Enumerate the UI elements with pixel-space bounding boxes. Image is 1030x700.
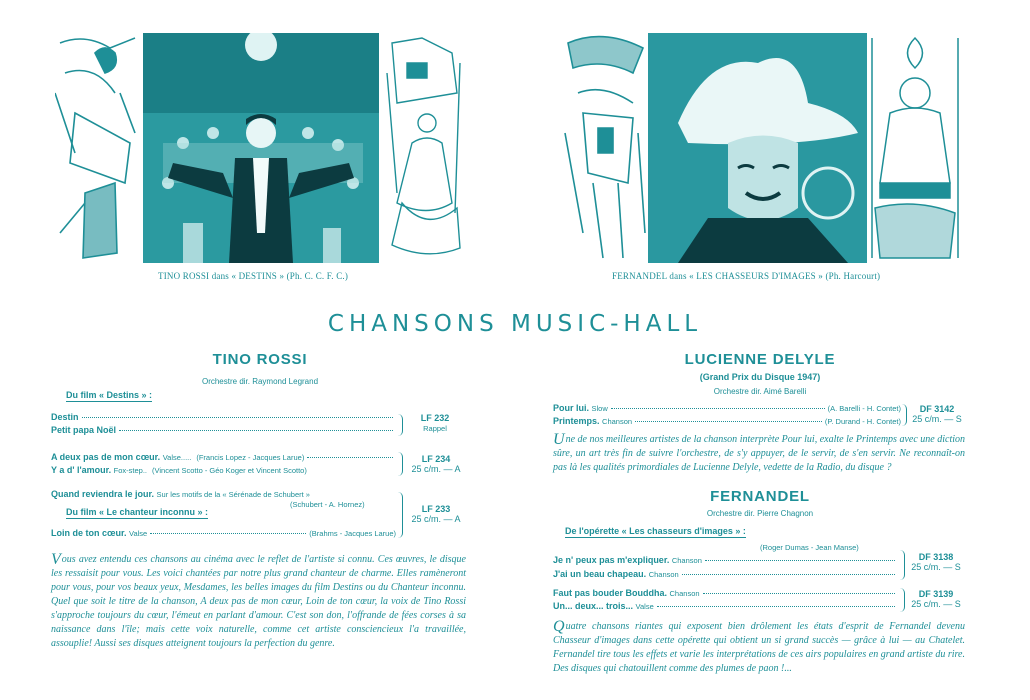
song-row: Y a d' l'amour. Fox-step.. (Vincent Scotto - Géo Koger et Vincent Scotto) xyxy=(51,465,307,475)
song-row: Un... deux... trois... Valse xyxy=(553,601,898,611)
right-illustration-2 xyxy=(870,33,960,263)
catalog-ref-df3139: DF 3139 25 c/m. — S xyxy=(911,589,961,609)
song-credit: (Schubert - A. Hornez) xyxy=(290,500,365,509)
song-row: A deux pas de mon cœur. Valse..... (Francis Lopez - Jacques Larue) xyxy=(51,452,396,462)
right-photo-caption: FERNANDEL dans « LES CHASSEURS D'IMAGES » (Ph. Harcourt) xyxy=(612,271,881,281)
catalog-ref-lf234: LF 234 25 c/m. — A xyxy=(411,454,461,474)
film-label-destins: Du film « Destins » : xyxy=(66,390,153,400)
page-title: CHANSONS MUSIC-HALL xyxy=(327,311,703,337)
tino-rossi-description: Vous avez entendu ces chansons au cinéma avec le reflet de l'artiste si connu. Ces œuvres, le disque les ressaisit pour vous. Les voici chantées par notre plus grand chanteur de charme. Elles ramèneront pour vous, pour vos beaux yeux, Mesdames, les belles images du film Destins ou du Chanteur inconnu. Quel que soit le titre de la chanson, A deux pas de mon cœur, Loin de ton cœur, la voix de Tino Rossi s'approche toujours du cœur, l'émeut en parlant d'amour. C'est son don, l'offrande de fées corses à sa naissance dans l'île; mais cette voix naturelle, comme cet artiste consciencieux l'a travaillée, assouplie! Aussi ses disques atteignent toujours la perfection du genre. xyxy=(51,551,466,649)
song-row: J'ai un beau chapeau. Chanson xyxy=(553,569,898,579)
catalog-ref-df3138: DF 3138 25 c/m. — S xyxy=(911,552,961,572)
film-label-chasseurs-images: De l'opérette « Les chasseurs d'images » : xyxy=(565,526,746,536)
prize-label: (Grand Prix du Disque 1947) xyxy=(699,372,821,382)
lucienne-delyle-description: Une de nos meilleures artistes de la chanson interprète Pour lui, exalte le Printemps avec une diction sûre, un art très fin de suivre l'orchestre, de s'y appuyer, de le servir, de s'en servir. Ne reconnaît-on pas là les qualités primordiales de Lucienne Delyle, vedette de la Radio, du disque ? xyxy=(553,431,965,473)
fernandel-description: Quatre chansons riantes qui exposent bien drôlement les états d'esprit de Fernandel devenu Chasseur d'images dans cette opérette qui obtient un si grand succès — grâce à lui — au Chatelet. Fernandel tire tous les effets et varie les interprétations de ces airs populaires en grand artiste du rire. Des disques qui chatouillent comme des plumes de paon !... xyxy=(553,618,965,674)
song-row: Quand reviendra le jour. Sur les motifs de la « Sérénade de Schubert » xyxy=(51,489,310,499)
song-row: Destin xyxy=(51,412,396,422)
orchestra-label: Orchestre dir. Aimé Barelli xyxy=(713,387,807,396)
fernandel-photo xyxy=(648,33,867,263)
bracket xyxy=(398,414,403,436)
right-illustration-1 xyxy=(563,33,647,263)
song-row: Printemps. Chanson (P. Durand - H. Contet) xyxy=(553,416,901,426)
film-label-chanteur-inconnu: Du film « Le chanteur inconnu » : xyxy=(66,507,209,517)
song-credit: (Roger Dumas - Jean Manse) xyxy=(760,543,859,552)
song-row: Loin de ton cœur. Valse (Brahms - Jacques Larue) xyxy=(51,528,396,538)
left-illustration-1 xyxy=(55,33,140,263)
catalog-ref-lf232: LF 232 Rappel xyxy=(420,413,450,433)
catalog-ref-df3142: DF 3142 25 c/m. — S xyxy=(912,404,962,424)
left-illustration-2 xyxy=(382,33,465,263)
bracket xyxy=(398,492,403,538)
tino-rossi-photo xyxy=(143,33,379,263)
artist-name-fernandel: FERNANDEL xyxy=(710,488,810,505)
song-row: Pour lui. Slow (A. Barelli - H. Contet) xyxy=(553,403,901,413)
orchestra-label: Orchestre dir. Pierre Chagnon xyxy=(706,509,814,518)
catalog-ref-lf233: LF 233 25 c/m. — A xyxy=(411,504,461,524)
bracket xyxy=(398,452,403,476)
song-row: Petit papa Noël xyxy=(51,425,396,435)
left-photo-caption: TINO ROSSI dans « DESTINS » (Ph. C. C. F. C.) xyxy=(158,271,349,281)
orchestra-label: Orchestre dir. Raymond Legrand xyxy=(201,377,319,386)
artist-name-tino-rossi: TINO ROSSI xyxy=(212,351,308,368)
artist-name-lucienne-delyle: LUCIENNE DELYLE xyxy=(684,351,836,368)
song-row: Faut pas bouder Bouddha. Chanson xyxy=(553,588,898,598)
song-row: Je n' peux pas m'expliquer. Chanson xyxy=(553,555,898,565)
